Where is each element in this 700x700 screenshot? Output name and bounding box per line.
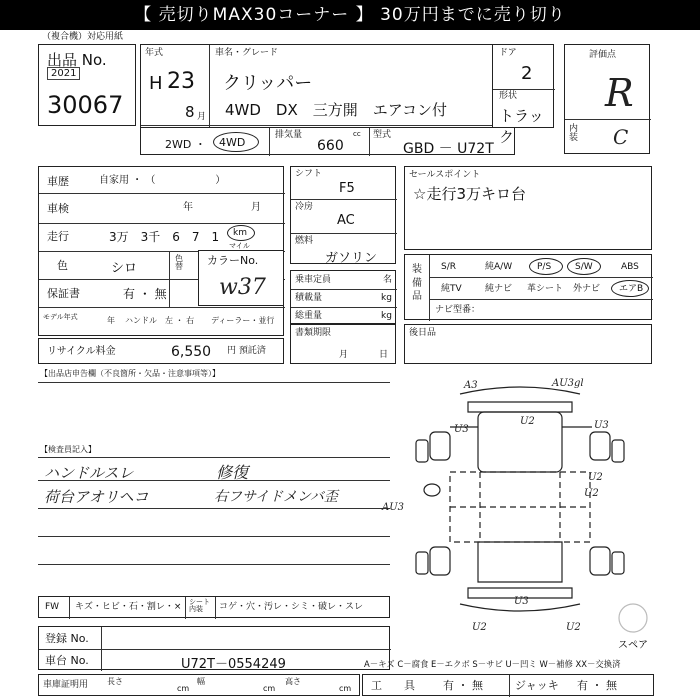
cooling-value: AC — [337, 213, 355, 228]
equip-ps: P/S — [537, 262, 552, 272]
diagram-label-au3: AU3 — [382, 502, 405, 513]
diagram-label-au3gl: AU3gl — [552, 378, 584, 389]
doors: 2 — [521, 63, 533, 84]
equip-airbag: エアB — [619, 284, 644, 294]
color-no-label: カラーNo. — [207, 254, 259, 267]
length-label: 長さ — [107, 677, 123, 686]
lot-label: 出品 No. — [47, 51, 107, 69]
warranty-value: 有 ・ 無 — [123, 287, 167, 301]
note-bed-dent: 荷台アオリヘコ — [44, 488, 149, 506]
model-label: 型式 — [373, 130, 392, 140]
cc-unit: cc — [353, 130, 361, 138]
color-no-box — [198, 250, 284, 306]
mile-label: マイル — [229, 242, 250, 250]
recycle-label: リサイクル料金 — [47, 346, 116, 357]
equip-aw: 純A/W — [485, 262, 513, 272]
grade: 4WD DX 三方開 エアコン付 — [225, 101, 448, 119]
doc-month-unit: 月 — [339, 350, 349, 360]
displacement-label: 排気量 — [275, 130, 303, 140]
vehicle-damage-diagram — [380, 372, 680, 651]
note-frame-damage: 右フサイドメンバ歪 — [214, 489, 338, 505]
equip-ext-navi: 外ナビ — [573, 284, 601, 294]
score: R — [605, 71, 634, 115]
diagram-label-u3-left: U3 — [454, 424, 469, 435]
doc-expiry-box — [290, 324, 396, 364]
model-year-unit: 年 — [107, 316, 115, 325]
interior-label: 内装 — [569, 124, 579, 143]
mileage-unit: km — [233, 228, 247, 238]
color-value: シロ — [111, 261, 138, 276]
score-label: 評価点 — [589, 50, 617, 60]
color-no-value: w37 — [219, 275, 266, 300]
load-unit: kg — [381, 293, 392, 303]
after-label: 後日品 — [409, 328, 437, 338]
header-grid — [140, 44, 518, 128]
fw-label: FW — [45, 602, 60, 612]
equip-leather: 革シート — [527, 284, 564, 294]
length-unit: cm — [177, 684, 190, 693]
inspection-year-unit: 年 — [183, 202, 193, 213]
recycle-value: 6,550 — [171, 344, 212, 360]
diagram-label-u2-rear-right: U2 — [566, 622, 581, 633]
gross-unit: kg — [381, 311, 392, 321]
history-label: 車歴 — [47, 175, 69, 188]
spec-row — [140, 127, 515, 155]
diagram-label-u2-rear-left: U2 — [472, 622, 487, 633]
drive-selected: 4WD — [219, 136, 246, 149]
door-label: ドア — [499, 48, 517, 58]
lot-number: 30067 — [47, 91, 124, 119]
load-label: 積載量 — [295, 293, 323, 303]
recycle-row — [38, 338, 284, 364]
month-value: 8 — [185, 103, 195, 121]
jack-value: 有 ・ 無 — [577, 679, 617, 692]
diagram-label-u2-top: U2 — [520, 416, 535, 427]
dealer-label: ディーラー・並行 — [211, 316, 275, 325]
doc-day-unit: 日 — [379, 350, 389, 360]
inspection-month-unit: 月 — [251, 202, 261, 213]
mileage-value: 3万 3千 6 7 1 — [109, 230, 220, 244]
equip-sw: S/W — [575, 262, 593, 272]
drive-options: 2WD ・ — [165, 138, 206, 151]
cert-row — [38, 674, 360, 696]
model-code: GBD － U72T — [403, 141, 494, 157]
diagram-label-u2-mid: U2 — [584, 488, 599, 499]
reg-box — [38, 626, 390, 670]
month-unit: 月 — [197, 112, 207, 122]
equipment-box — [404, 254, 652, 320]
name-label: 車名・グレード — [215, 48, 279, 58]
spare-label: スペア — [618, 640, 648, 651]
color-label: 色 — [57, 259, 68, 272]
year-tag: 2021 — [47, 67, 80, 80]
seat-items: コゲ・穴・汚レ・シミ・破レ・スレ — [219, 602, 364, 612]
handle-label: ハンドル — [125, 316, 157, 325]
diagram-label-a3: A3 — [464, 380, 478, 391]
diagram-label-u3-right: U3 — [594, 420, 609, 431]
fw-row — [38, 596, 390, 618]
capacity-label: 乗車定員 — [295, 275, 332, 285]
doc-expiry-label: 書類期限 — [295, 328, 332, 338]
score-box — [564, 44, 650, 154]
lot-box — [38, 44, 136, 126]
specs-box — [290, 166, 396, 264]
history-value: 自家用 ・ （ ） — [99, 175, 226, 186]
interior-grade: C — [613, 125, 629, 149]
equip-tv: 純TV — [441, 284, 462, 294]
equip-sr: S/R — [441, 262, 456, 272]
diagram-label-u3-rear: U3 — [514, 596, 529, 607]
chassis-label: 車台 No. — [45, 654, 89, 667]
shift-label: シフト — [295, 169, 323, 179]
damage-legend: A－キズ C－腐食 E－エクボ S－サビ U－凹ミ W－補修 XX－交換済 — [364, 659, 621, 669]
capacity-unit: 名 — [383, 275, 393, 285]
cooling-label: 冷房 — [295, 202, 314, 212]
sales-point: ☆走行3万キロ台 — [413, 185, 526, 203]
gross-label: 総重量 — [295, 311, 323, 321]
era: H — [149, 73, 163, 94]
equip-navi: 純ナビ — [485, 284, 513, 294]
car-name: クリッパー — [223, 73, 313, 94]
fw-items: キズ・ヒビ・石・割レ・× — [75, 602, 182, 612]
diagram-label-u2-right: U2 — [588, 472, 603, 483]
height-unit: cm — [339, 684, 352, 693]
fuel-label: 燃料 — [295, 236, 314, 246]
door-box — [492, 44, 554, 146]
handle-value: 左 ・ 右 — [165, 316, 195, 325]
sales-label: セールスポイント — [409, 170, 481, 180]
after-box — [404, 324, 652, 364]
equipment-label: 装備品 — [412, 264, 422, 302]
capacity-box — [290, 270, 396, 324]
displacement: 660 — [317, 138, 344, 154]
cert-label: 車庫証明用 — [43, 680, 89, 690]
warranty-label: 保証書 — [47, 287, 80, 300]
equip-abs: ABS — [621, 262, 639, 272]
dealer-memo-label: 【出品店申告欄（不良箇所・欠品・注意事項等）】 — [40, 369, 220, 378]
inspection-label: 車検 — [47, 202, 69, 215]
inspector-label: 【検査員記入】 — [40, 445, 96, 454]
note-repair: 修復 — [216, 463, 249, 482]
model-year-label: モデル年式 — [43, 313, 78, 321]
jack-label: ジャッキ — [515, 679, 559, 692]
width-label: 幅 — [197, 677, 205, 686]
tools-value: 有 ・ 無 — [443, 679, 483, 692]
tools-label: 工 具 — [371, 679, 415, 692]
color-change-label: 色替 — [175, 254, 183, 271]
navi-model-label: ナビ型番： — [435, 305, 481, 315]
tools-row — [362, 674, 654, 696]
height-label: 高さ — [285, 677, 301, 686]
shift-value: F5 — [339, 181, 355, 196]
recycle-unit: 円 預託済 — [227, 346, 266, 356]
width-unit: cm — [263, 684, 276, 693]
reg-label: 登録 No. — [45, 632, 89, 645]
sales-box — [404, 166, 652, 250]
year-value: 23 — [167, 69, 195, 94]
seat-label: シート内装 — [189, 598, 210, 613]
fuel-value: ガソリン — [325, 251, 378, 266]
year-label: 年式 — [145, 48, 164, 58]
chassis-value: U72T－0554249 — [181, 657, 286, 672]
note-handle-wear: ハンドルスレ — [44, 464, 134, 482]
banner-title: 【 売切りMAX30コーナー 】 30万円までに売り切り — [0, 0, 700, 30]
mileage-label: 走行 — [47, 230, 69, 243]
shape: トラック — [499, 107, 544, 146]
shape-label: 形状 — [499, 91, 518, 101]
top-note: （複合機）対応用紙 — [42, 32, 124, 42]
